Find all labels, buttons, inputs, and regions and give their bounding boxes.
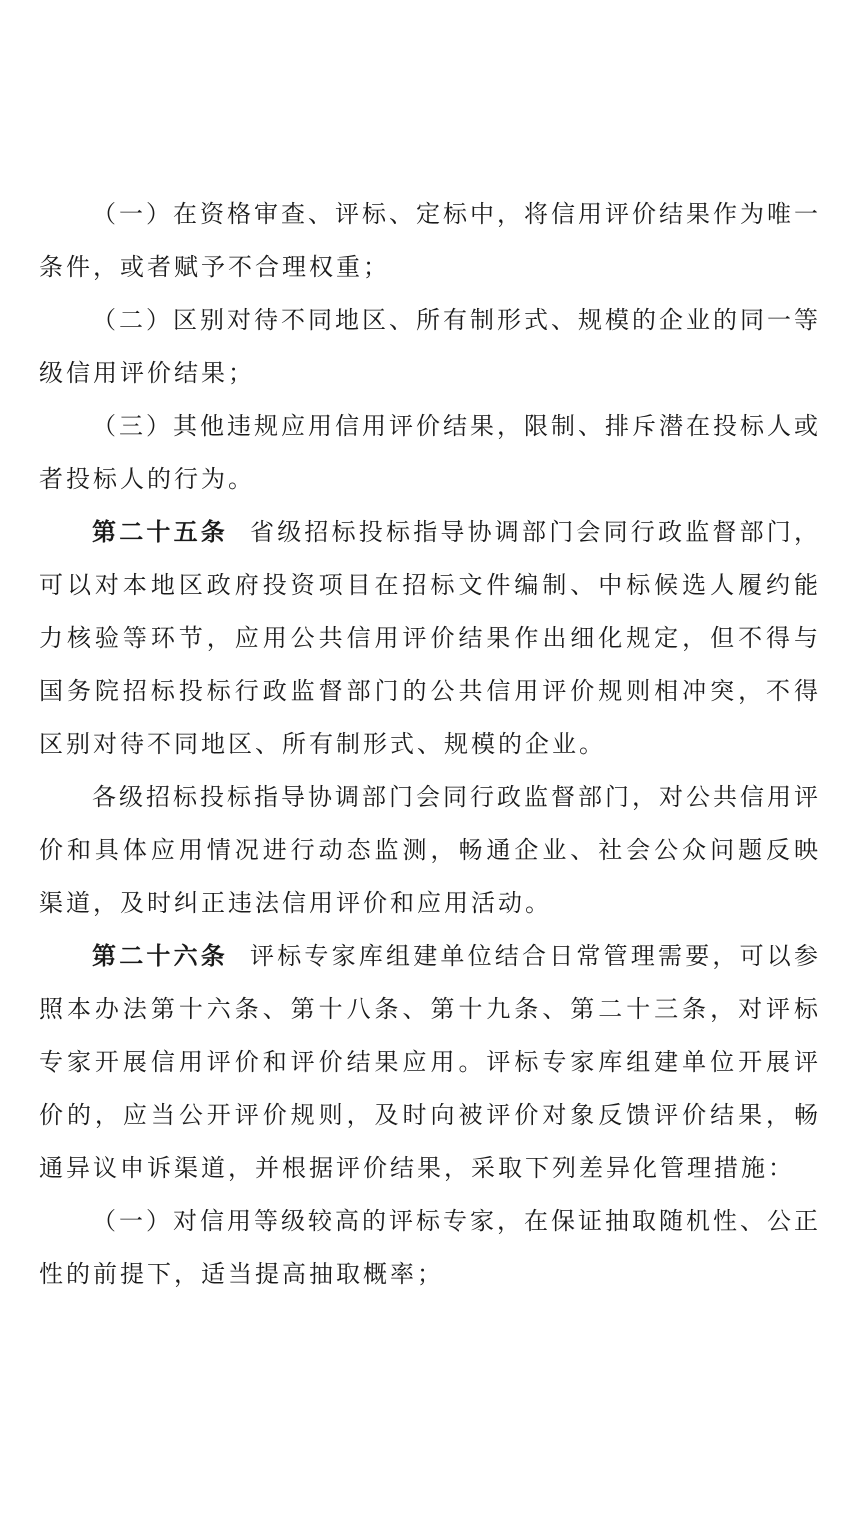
paragraph-text: 评标专家库组建单位结合日常管理需要，可以参照本办法第十六条、第十八条、第十九条、第二十三条，对评标专家开展信用评价和评价结果应用。评标专家库组建单位开展评价的，应当公开评价规则，及时向被评价对象反馈评价结果，畅通异议申诉渠道，并根据评价结果，采取下列差异化管理措施： <box>39 942 821 1182</box>
paragraph-1 <box>39 188 821 294</box>
article-26 <box>39 930 821 1195</box>
paragraph-text: （一）在资格审查、评标、定标中，将信用评价结果作为唯一条件，或者赋予不合理权重； <box>39 200 821 281</box>
paragraph-5 <box>39 771 821 930</box>
document-page <box>39 188 821 1301</box>
paragraph-text: （二）区别对待不同地区、所有制形式、规模的企业的同一等级信用评价结果； <box>39 306 821 387</box>
paragraph-2 <box>39 294 821 400</box>
article-25 <box>39 506 821 771</box>
paragraph-7 <box>39 1195 821 1301</box>
article-heading: 第二十五条 <box>92 518 228 546</box>
paragraph-3 <box>39 400 821 506</box>
paragraph-text: （一）对信用等级较高的评标专家，在保证抽取随机性、公正性的前提下，适当提高抽取概率； <box>39 1207 821 1288</box>
paragraph-text: 省级招标投标指导协调部门会同行政监督部门，可以对本地区政府投资项目在招标文件编制、中标候选人履约能力核验等环节，应用公共信用评价结果作出细化规定，但不得与国务院招标投标行政监督部门的公共信用评价规则相冲突，不得区别对待不同地区、所有制形式、规模的企业。 <box>39 518 821 758</box>
article-heading: 第二十六条 <box>92 942 228 970</box>
paragraph-text: 各级招标投标指导协调部门会同行政监督部门，对公共信用评价和具体应用情况进行动态监测，畅通企业、社会公众问题反映渠道，及时纠正违法信用评价和应用活动。 <box>39 783 821 917</box>
paragraph-text: （三）其他违规应用信用评价结果，限制、排斥潜在投标人或者投标人的行为。 <box>39 412 821 493</box>
